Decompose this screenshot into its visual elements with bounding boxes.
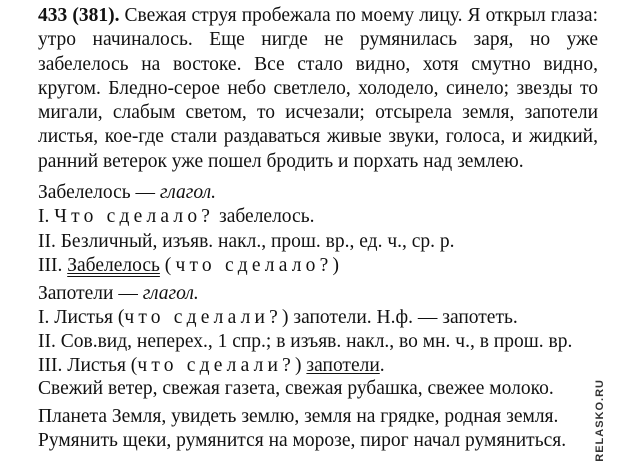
analysis2-l3-end: . xyxy=(379,355,385,376)
analysis2-l1-question: что сделали? xyxy=(124,307,283,328)
watermark: RELASKO.RU xyxy=(594,379,606,462)
analysis1-dash: — xyxy=(130,182,160,203)
analysis2-header xyxy=(38,283,199,305)
analysis2-l3-question: что сделали? xyxy=(137,355,296,376)
phrase-line: Планета Земля, увидеть землю, земля на грядке, родная земля. xyxy=(38,406,559,427)
exercise-paragraph xyxy=(38,4,598,174)
analysis1-line1 xyxy=(38,206,314,228)
phrase-line: Свежий ветер, свежая газета, свежая рубашка, свежее молоко. xyxy=(38,378,554,399)
analysis1-l1-text: забелелось. xyxy=(219,206,315,227)
analysis1-line2: II. Безличный, изъяв. накл., прош. вр., ед. ч., ср. р. xyxy=(38,231,455,252)
analysis1-l3-num: III. xyxy=(38,255,63,276)
analysis1-header xyxy=(38,182,216,204)
analysis2-l3-b: ) xyxy=(295,355,302,376)
analysis2-dash: — xyxy=(113,283,143,304)
analysis2-l1-b: ) запотели. Н.ф. — запотеть. xyxy=(282,307,518,328)
exercise-text: Свежая струя пробежала по моему лицу. Я открыл глаза: утро начиналось. Еще нигде не румянилась заря, но уже забелелось на востоке. Все стало видно, хотя смутно видно, кругом. Бледно-серое небо светлело, холодело, синело; звезды то мигали, слабым светом, то исчезали; отсырела земля, запотели листья, кое-где стали раздаваться живые звуки, голоса, и жидкий, ранний ветерок уже пошел бродить и порхать над землею. xyxy=(38,5,598,172)
exercise-number: 433 (381). xyxy=(38,5,120,26)
analysis2-line3 xyxy=(38,355,385,377)
analysis1-l1-num: I. xyxy=(38,206,50,227)
analysis2-word: Запотели xyxy=(38,283,114,304)
analysis1-word: Забелелось xyxy=(38,182,131,203)
analysis2-l3-word: запотели xyxy=(306,355,380,376)
analysis2-pos: глагол. xyxy=(142,283,199,304)
phrase-line: Румянить щеки, румянится на морозе, пирог начал румяниться. xyxy=(38,430,567,451)
analysis1-l3-question: (что сделало?) xyxy=(164,255,344,276)
analysis2-line2: II. Сов.вид, неперех., 1 спр.; в изъяв. накл., во мн. ч., в прош. вр. xyxy=(38,331,573,352)
analysis2-l1-a: I. Листья ( xyxy=(38,307,125,328)
analysis2-l3-a: III. Листья ( xyxy=(38,355,138,376)
analysis1-pos: глагол. xyxy=(159,182,216,203)
analysis1-l1-question: Что сделало? xyxy=(54,206,215,227)
analysis1-line3 xyxy=(38,255,343,277)
analysis2-line1 xyxy=(38,307,518,329)
analysis1-l3-word: Забелелось xyxy=(67,255,160,276)
